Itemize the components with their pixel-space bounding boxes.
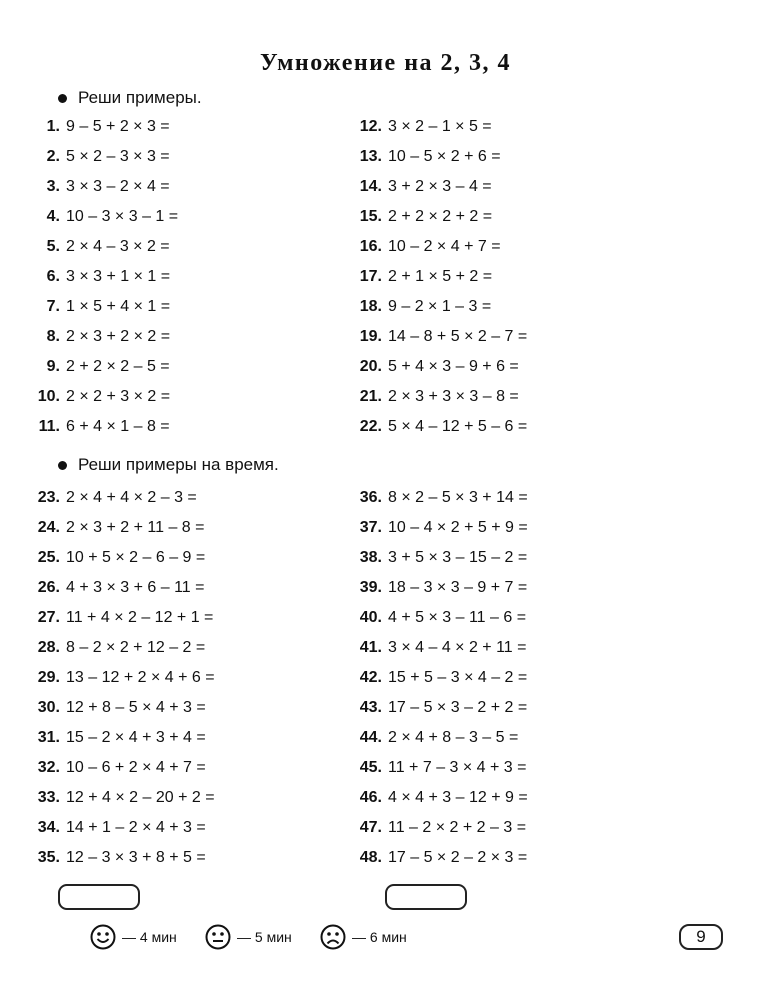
timer-sad [320,924,407,950]
problem-row [352,176,492,198]
timer-neutral-label: — 5 мин [237,929,292,945]
problem-expression: 10 – 2 × 4 + 7 = [388,238,501,255]
problem-expression: 8 – 2 × 2 + 12 – 2 = [66,639,206,656]
problem-expression: 10 – 6 + 2 × 4 + 7 = [66,759,206,776]
problem-row [30,146,170,168]
problem-expression: 8 × 2 – 5 × 3 + 14 = [388,489,528,506]
problem-expression: 2 × 4 + 4 × 2 – 3 = [66,489,197,506]
problem-row [30,577,204,599]
problem-expression: 3 × 3 – 2 × 4 = [66,178,170,195]
problem-number: 23. [37,489,60,506]
problem-number: 44. [359,729,382,746]
problem-row [352,206,492,228]
problem-row [352,416,527,438]
problem-expression: 3 × 2 – 1 × 5 = [388,118,492,135]
happy-face-icon [90,924,116,950]
problem-row [352,547,527,569]
problem-expression: 17 – 5 × 3 – 2 + 2 = [388,699,528,716]
problem-expression: 3 × 3 + 1 × 1 = [66,268,171,285]
problem-expression: 18 – 3 × 3 – 9 + 7 = [388,579,528,596]
problem-expression: 2 × 3 + 3 × 3 – 8 = [388,388,519,405]
problem-row [352,386,519,408]
problem-expression: 9 – 5 + 2 × 3 = [66,118,170,135]
problem-expression: 2 + 1 × 5 + 2 = [388,268,493,285]
problem-number: 2. [46,148,60,165]
problem-expression: 2 × 2 + 3 × 2 = [66,388,171,405]
problem-number: 15. [359,208,382,225]
problem-number: 24. [37,519,60,536]
problem-number: 27. [37,609,60,626]
timer-happy-label: — 4 мин [122,929,177,945]
problem-expression: 17 – 5 × 2 – 2 × 3 = [388,849,528,866]
problem-expression: 3 + 5 × 3 – 15 – 2 = [388,549,528,566]
problem-expression: 5 × 2 – 3 × 3 = [66,148,170,165]
problem-expression: 2 + 2 × 2 – 5 = [66,358,170,375]
problem-number: 38. [359,549,382,566]
problem-number: 10. [37,388,60,405]
page-number: 9 [679,924,723,950]
problem-row [30,416,170,438]
problem-row [30,206,178,228]
problem-row [30,757,206,779]
problem-row [352,757,526,779]
problem-expression: 11 + 4 × 2 – 12 + 1 = [66,609,214,626]
problem-expression: 12 + 8 – 5 × 4 + 3 = [66,699,206,716]
problem-row [30,817,206,839]
problem-number: 11. [38,418,60,435]
problem-row [352,517,528,539]
problem-expression: 13 – 12 + 2 × 4 + 6 = [66,669,215,686]
problem-expression: 12 + 4 × 2 – 20 + 2 = [66,789,215,806]
problem-expression: 10 – 3 × 3 – 1 = [66,208,179,225]
problem-row [30,637,205,659]
problem-expression: 4 + 3 × 3 + 6 – 11 = [66,579,205,596]
problem-row [30,667,215,689]
problem-expression: 14 + 1 – 2 × 4 + 3 = [66,819,206,836]
problem-expression: 12 – 3 × 3 + 8 + 5 = [66,849,206,866]
neutral-face-icon [205,924,231,950]
problem-row [352,727,518,749]
problem-number: 6. [46,268,60,285]
problem-number: 36. [359,489,382,506]
problem-number: 33. [37,789,60,806]
problem-row [30,727,206,749]
problem-number: 14. [359,178,382,195]
problem-expression: 11 + 7 – 3 × 4 + 3 = [388,759,527,776]
problem-row [30,607,213,629]
problem-row [30,487,197,509]
problem-number: 9. [46,358,60,375]
problem-expression: 2 × 4 – 3 × 2 = [66,238,170,255]
problem-row [352,296,491,318]
problem-expression: 10 + 5 × 2 – 6 – 9 = [66,549,206,566]
problem-number: 43. [359,699,382,716]
problem-number: 41. [359,639,382,656]
problem-expression: 15 + 5 – 3 × 4 – 2 = [388,669,528,686]
problem-number: 32. [37,759,60,776]
timer-sad-label: — 6 мин [352,929,407,945]
problem-number: 48. [359,849,382,866]
problem-expression: 4 + 5 × 3 – 11 – 6 = [388,609,527,626]
problem-expression: 5 + 4 × 3 – 9 + 6 = [388,358,519,375]
problem-row [352,667,527,689]
problem-number: 4. [46,208,60,225]
problem-row [352,487,528,509]
problem-row [352,817,526,839]
problem-expression: 6 + 4 × 1 – 8 = [66,418,170,435]
problem-number: 12. [359,118,382,135]
problem-row [30,176,170,198]
problem-number: 8. [46,328,60,345]
problem-row [352,356,519,378]
problem-expression: 9 – 2 × 1 – 3 = [388,298,492,315]
problem-number: 31. [37,729,60,746]
problem-number: 3. [46,178,60,195]
problem-row [352,697,527,719]
bullet-icon [58,461,67,470]
problem-number: 35. [37,849,60,866]
problem-expression: 2 × 3 + 2 + 11 – 8 = [66,519,205,536]
problem-number: 20. [359,358,382,375]
problem-row [30,547,205,569]
problem-expression: 10 – 4 × 2 + 5 + 9 = [388,519,528,536]
problem-number: 19. [359,328,382,345]
answer-box-left[interactable] [58,884,140,910]
problem-number: 22. [359,418,382,435]
problem-row [352,116,492,138]
problem-row [30,236,170,258]
problem-row [30,356,170,378]
problem-number: 29. [37,669,60,686]
problem-expression: 10 – 5 × 2 + 6 = [388,148,501,165]
problem-row [30,266,170,288]
timer-happy [90,924,177,950]
problem-number: 13. [359,148,382,165]
problem-number: 21. [359,388,382,405]
problem-row [30,326,170,348]
timer-neutral [205,924,292,950]
problem-expression: 2 × 4 + 8 – 3 – 5 = [388,729,519,746]
problem-row [352,236,501,258]
sad-face-icon [320,924,346,950]
problem-number: 18. [359,298,382,315]
problem-row [352,607,526,629]
problem-row [30,787,215,809]
problem-expression: 3 + 2 × 3 – 4 = [388,178,492,195]
problem-row [30,386,170,408]
problem-row [352,577,527,599]
problem-number: 34. [37,819,60,836]
problem-expression: 11 – 2 × 2 + 2 – 3 = [388,819,527,836]
problem-number: 30. [37,699,60,716]
instruction-1-text: Реши примеры. [78,88,202,107]
problem-row [30,697,206,719]
problem-number: 28. [37,639,60,656]
bullet-icon [58,94,67,103]
problem-number: 45. [359,759,382,776]
problem-expression: 5 × 4 – 12 + 5 – 6 = [388,418,528,435]
problem-expression: 2 + 2 × 2 + 2 = [388,208,493,225]
problem-expression: 1 × 5 + 4 × 1 = [66,298,171,315]
problem-row [352,326,527,348]
problem-number: 26. [37,579,60,596]
answer-box-right[interactable] [385,884,467,910]
problem-number: 1. [46,118,60,135]
problem-row [352,637,526,659]
instruction-2 [58,455,279,475]
problem-row [352,146,501,168]
problem-number: 40. [359,609,382,626]
problem-expression: 14 – 8 + 5 × 2 – 7 = [388,328,528,345]
problem-row [352,266,492,288]
problem-number: 17. [359,268,382,285]
problem-row [352,787,528,809]
problem-number: 37. [359,519,382,536]
problem-number: 39. [359,579,382,596]
problem-expression: 3 × 4 – 4 × 2 + 11 = [388,639,527,656]
problem-number: 42. [359,669,382,686]
problem-row [30,296,170,318]
problem-number: 5. [46,238,60,255]
instruction-2-text: Реши примеры на время. [78,455,279,474]
problem-number: 46. [359,789,382,806]
page-title: Умножение на 2, 3, 4 [259,50,512,76]
problem-expression: 15 – 2 × 4 + 3 + 4 = [66,729,206,746]
problem-row [30,116,170,138]
problem-expression: 4 × 4 + 3 – 12 + 9 = [388,789,528,806]
problem-expression: 2 × 3 + 2 × 2 = [66,328,171,345]
problem-number: 16. [359,238,382,255]
problem-row [352,847,527,869]
instruction-1 [58,88,202,108]
problem-number: 7. [46,298,60,315]
problem-number: 25. [37,549,60,566]
problem-number: 47. [359,819,382,836]
problem-row [30,847,206,869]
problem-row [30,517,204,539]
